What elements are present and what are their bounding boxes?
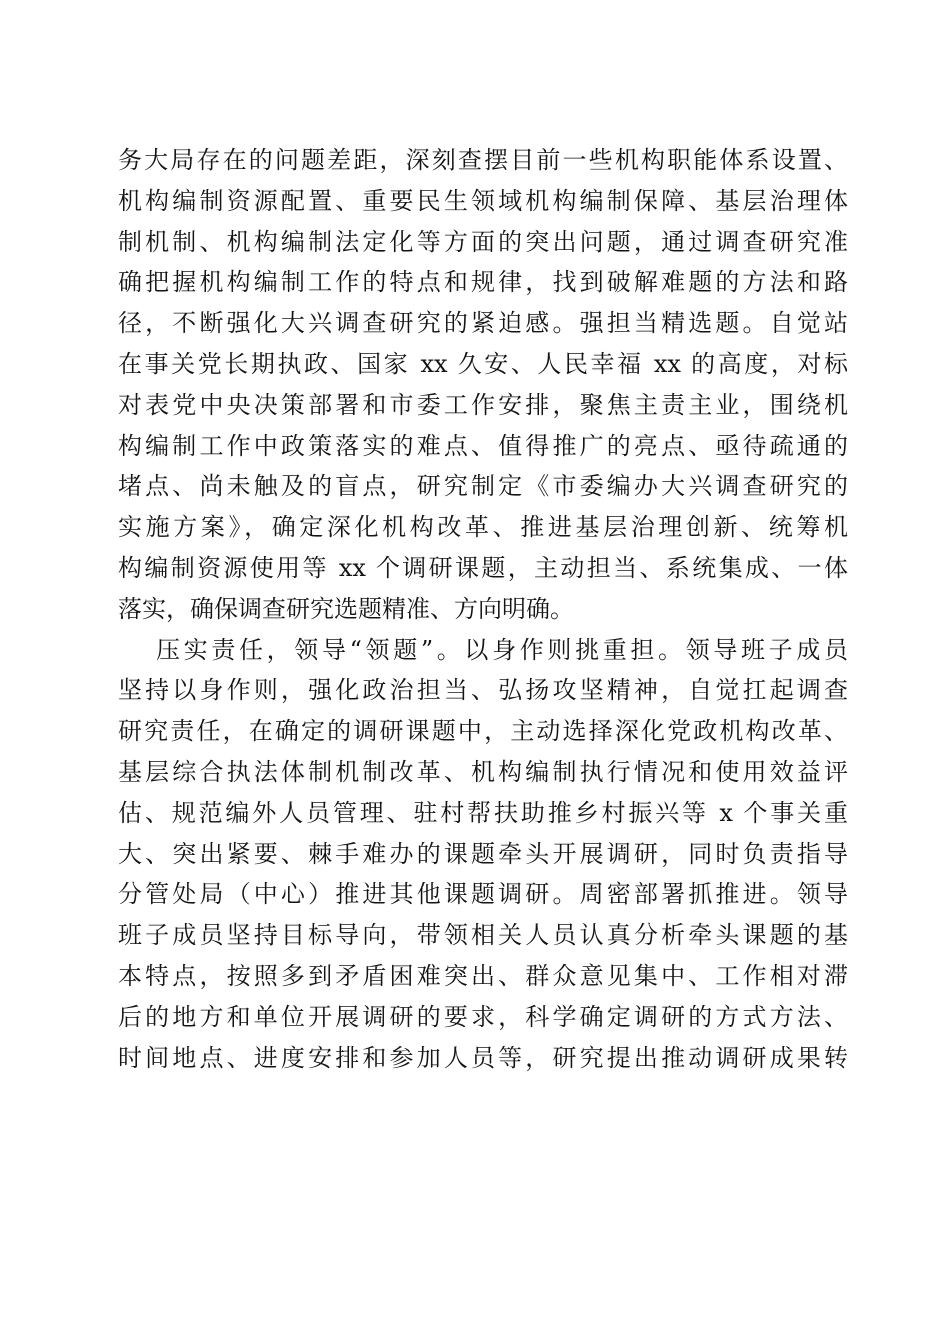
paragraph-1 xyxy=(118,140,848,630)
text-line: 分管处局（中心）推进其他课题调研。周密部署抓推进。领导 xyxy=(118,880,848,909)
text-line: 对表党中央决策部署和市委工作安排，聚焦主责主业，围绕机 xyxy=(118,390,848,419)
text-line: 基层综合执法体制机制改革、机构编制执行情况和使用效益评 xyxy=(118,757,848,786)
document-body xyxy=(118,140,848,1078)
text-line: 后的地方和单位开展调研的要求，科学确定调研的方式方法、 xyxy=(118,1002,848,1031)
text-line: 确把握机构编制工作的特点和规律，找到破解难题的方法和路 xyxy=(118,268,848,297)
text-line: 机构编制资源配置、重要民生领域机构编制保障、基层治理体 xyxy=(118,186,848,215)
text-line: 在事关党长期执政、国家 xx 久安、人民幸福 xx 的高度，对标 xyxy=(118,349,848,378)
text-line: 本特点，按照多到矛盾困难突出、群众意见集中、工作相对滞 xyxy=(118,961,848,990)
paragraph-2 xyxy=(118,630,848,1079)
text-line: 坚持以身作则，强化政治担当、弘扬攻坚精神，自觉扛起调查 xyxy=(118,676,848,705)
text-line: 构编制资源使用等 xx 个调研课题，主动担当、系统集成、一体 xyxy=(118,553,848,582)
text-line: 压实责任，领导“领题”。以身作则挑重担。领导班子成员 xyxy=(156,635,848,664)
text-line: 堵点、尚未触及的盲点，研究制定《市委编办大兴调查研究的 xyxy=(118,472,848,501)
text-line: 实施方案》，确定深化机构改革、推进基层治理创新、统筹机 xyxy=(118,513,848,542)
text-line: 径，不断强化大兴调查研究的紧迫感。强担当精选题。自觉站 xyxy=(118,309,848,338)
text-line: 大、突出紧要、棘手难办的课题牵头开展调研，同时负责指导 xyxy=(118,839,848,868)
text-line: 班子成员坚持目标导向，带领相关人员认真分析牵头课题的基 xyxy=(118,921,848,950)
text-line: 制机制、机构编制法定化等方面的突出问题，通过调查研究准 xyxy=(118,227,848,256)
text-line: 务大局存在的问题差距，深刻查摆目前一些机构职能体系设置、 xyxy=(118,146,848,174)
text-line: 时间地点、进度安排和参加人员等，研究提出推动调研成果转 xyxy=(118,1043,848,1072)
text-line: 估、规范编外人员管理、驻村帮扶助推乡村振兴等 x 个事关重 xyxy=(118,798,848,827)
text-line: 研究责任，在确定的调研课题中，主动选择深化党政机构改革、 xyxy=(118,717,848,746)
text-line: 构编制工作中政策落实的难点、值得推广的亮点、亟待疏通的 xyxy=(118,431,848,460)
text-line: 落实，确保调查研究选题精准、方向明确。 xyxy=(118,594,574,623)
